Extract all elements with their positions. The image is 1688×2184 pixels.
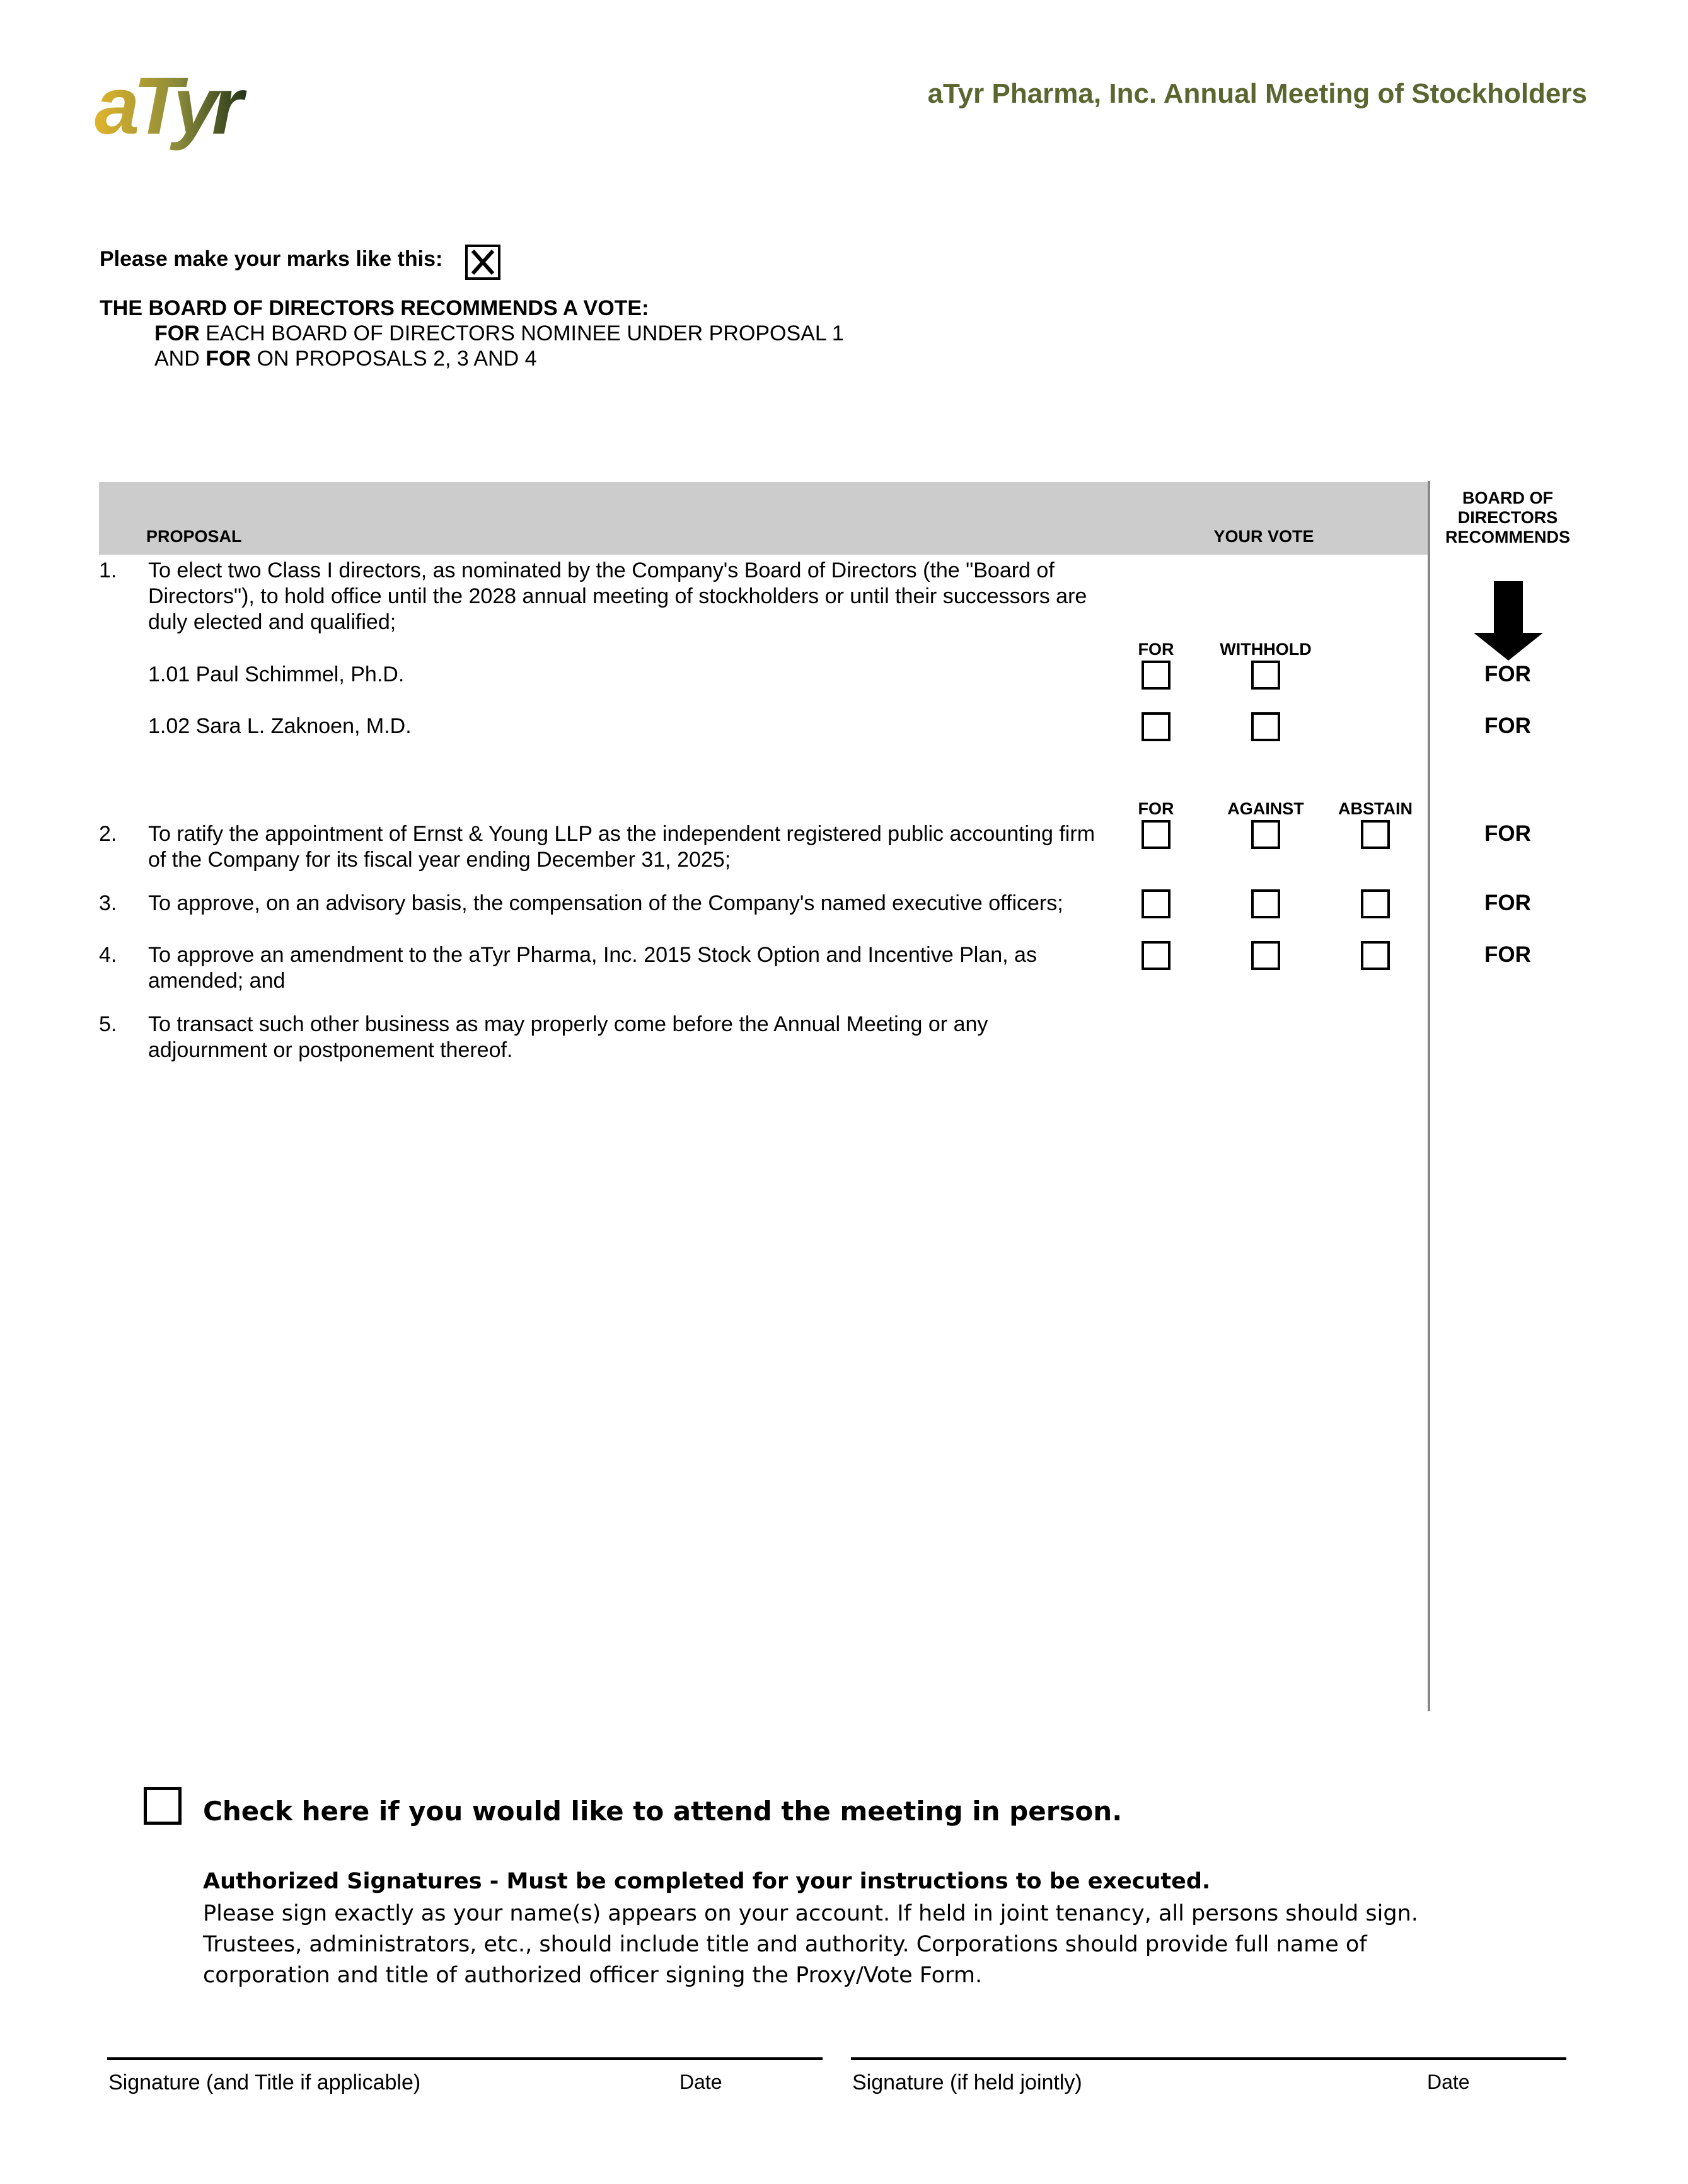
proposal-3-number: 3. xyxy=(99,891,117,915)
svg-text:aTyr: aTyr xyxy=(95,63,237,151)
vote-head-for-2: FOR xyxy=(1138,799,1174,818)
proposal-4-number: 4. xyxy=(99,943,117,967)
x-mark-icon xyxy=(468,247,498,277)
signature-2-line[interactable] xyxy=(851,2057,1566,2060)
nominee-1-withhold-checkbox[interactable] xyxy=(1251,661,1280,690)
proposal-1-text: To elect two Class I directors, as nominated by the Company's Board of Directors (the "Board of Directors"), to hold office until the 2028 annual meeting of stockholders or until their successors are duly elected and qualified; xyxy=(148,558,1087,634)
proposal-3-for-checkbox[interactable] xyxy=(1142,889,1171,918)
authorized-signatures-title: Authorized Signatures - Must be completed for your instructions to be executed. xyxy=(203,1869,1211,1894)
nominee-2-recommendation: FOR xyxy=(1484,714,1531,738)
marks-instruction-label: Please make your marks like this: xyxy=(100,247,443,271)
attend-in-person-checkbox[interactable] xyxy=(144,1787,182,1825)
authorized-signatures-instructions: Please sign exactly as your name(s) appears on your account. If held in joint tenancy, all persons should sign. Trustees, administrators, etc., should include title and authority. Corporations should provide full name of corporation and title of authorized officer signing the Proxy/Vote Form. xyxy=(203,1901,1418,1988)
board-recommends-header-1: BOARD OF xyxy=(1462,488,1553,507)
proposal-3-against-checkbox[interactable] xyxy=(1251,889,1280,918)
proposal-5-number: 5. xyxy=(99,1012,117,1036)
nominee-1-recommendation: FOR xyxy=(1484,662,1531,686)
proposal-2-number: 2. xyxy=(99,822,117,846)
board-recommendation-line-1: FOR EACH BOARD OF DIRECTORS NOMINEE UNDER PROPOSAL 1 xyxy=(154,321,844,345)
board-recommends-header-3: RECOMMENDS xyxy=(1445,528,1570,546)
nominee-1-for-checkbox[interactable] xyxy=(1142,661,1171,690)
proposal-3-text: To approve, on an advisory basis, the compensation of the Company's named executive officers; xyxy=(148,891,1063,915)
atyr-logo xyxy=(95,63,258,164)
date-1-label: Date xyxy=(679,2071,722,2093)
proposal-2-against-checkbox[interactable] xyxy=(1251,820,1280,849)
your-vote-column-header: YOUR VOTE xyxy=(1213,527,1314,546)
proposal-3-recommendation: FOR xyxy=(1484,891,1531,915)
proposal-4-against-checkbox[interactable] xyxy=(1251,941,1280,970)
proposal-4-recommendation: FOR xyxy=(1484,942,1531,967)
signature-2-label: Signature (if held jointly) xyxy=(852,2071,1082,2094)
sample-mark-checkbox xyxy=(465,245,500,280)
down-arrow-icon xyxy=(1474,581,1543,661)
signature-1-line[interactable] xyxy=(107,2057,823,2060)
recommendation-divider xyxy=(1428,481,1430,1711)
vote-head-for-1: FOR xyxy=(1138,640,1174,659)
proposal-1-number: 1. xyxy=(99,558,117,582)
proposal-2-for-checkbox[interactable] xyxy=(1142,820,1171,849)
proposal-2-abstain-checkbox[interactable] xyxy=(1361,820,1390,849)
vote-head-against: AGAINST xyxy=(1227,799,1304,818)
nominee-2-withhold-checkbox[interactable] xyxy=(1251,712,1280,741)
proposal-3-abstain-checkbox[interactable] xyxy=(1361,889,1390,918)
proposal-4-for-checkbox[interactable] xyxy=(1142,941,1171,970)
date-2-label: Date xyxy=(1427,2071,1470,2093)
proposal-2-text: To ratify the appointment of Ernst & Young LLP as the independent registered public accounting firm of the Company for its fiscal year ending December 31, 2025; xyxy=(148,822,1095,872)
page-title: aTyr Pharma, Inc. Annual Meeting of Stockholders xyxy=(927,78,1587,109)
board-recommendation-line-2: AND FOR ON PROPOSALS 2, 3 AND 4 xyxy=(154,347,537,371)
vote-head-withhold: WITHHOLD xyxy=(1220,640,1312,659)
proposal-column-header: PROPOSAL xyxy=(146,527,242,546)
proposal-4-text: To approve an amendment to the aTyr Pharma, Inc. 2015 Stock Option and Incentive Plan, as amended; and xyxy=(148,943,1037,993)
board-recommends-header-2: DIRECTORS xyxy=(1457,508,1558,527)
proposal-2-recommendation: FOR xyxy=(1484,821,1531,846)
proposal-4-abstain-checkbox[interactable] xyxy=(1361,941,1390,970)
board-recommendation-title: THE BOARD OF DIRECTORS RECOMMENDS A VOTE: xyxy=(100,296,649,320)
nominee-1-name: 1.01 Paul Schimmel, Ph.D. xyxy=(148,662,405,686)
attend-in-person-label: Check here if you would like to attend the meeting in person. xyxy=(203,1796,1123,1827)
vote-head-abstain: ABSTAIN xyxy=(1338,799,1413,818)
nominee-2-name: 1.02 Sara L. Zaknoen, M.D. xyxy=(148,714,412,738)
proposal-5-text: To transact such other business as may properly come before the Annual Meeting or any adjournment or postponement thereof. xyxy=(148,1012,988,1062)
signature-1-label: Signature (and Title if applicable) xyxy=(108,2071,421,2094)
nominee-2-for-checkbox[interactable] xyxy=(1142,712,1171,741)
